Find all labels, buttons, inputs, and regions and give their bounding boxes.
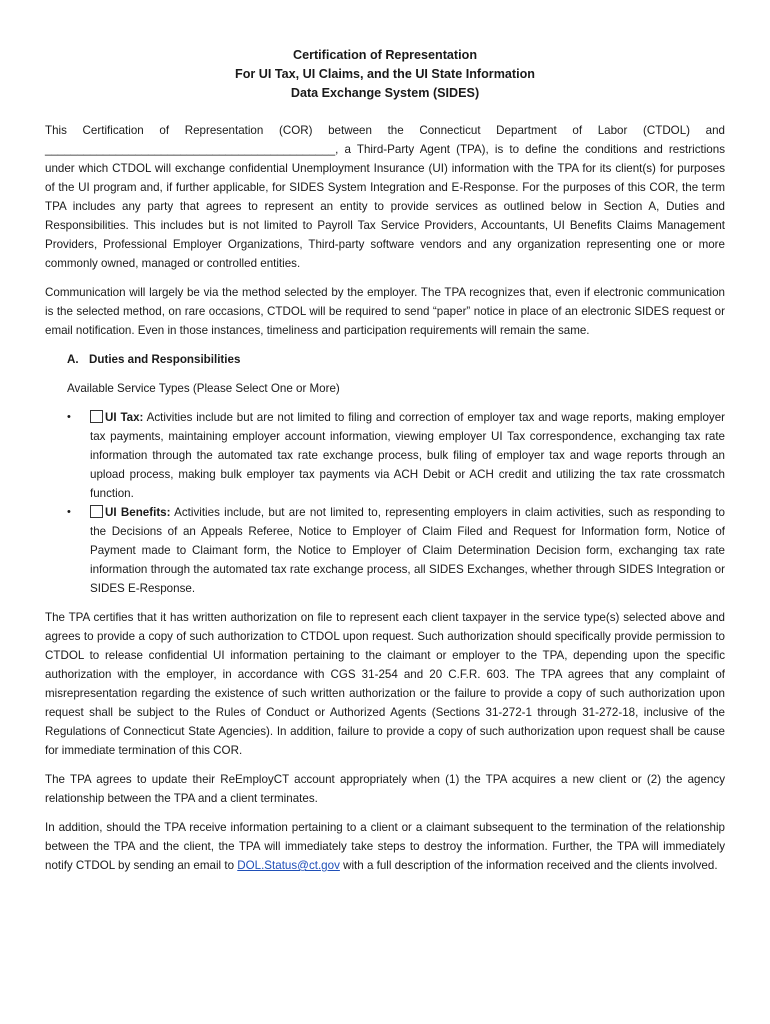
termination-text: In addition, should the TPA receive information pertaining to a client or a claimant subsequent to the termination of the relationship between the TPA and the client, the TPA will immediately take steps to destroy the information. Further, the TPA will immediately notify CTDOL by sending an email to xyxy=(45,821,725,872)
intro-text-rest: , a Third-Party Agent (TPA), is to define the conditions and restrictions under which CTDOL will exchange confidential Unemployment Insurance (UI) information with the TPA for its client(s) for purposes of the UI program and, if further applicable, for SIDES System Integration and E-Response. For the purposes of this COR, the term TPA includes any party that agrees to represent an entity to provide services as outlined below in Section A, Duties and Responsibilities. This includes but is not limited to Payroll Tax Service Providers, Accountants, UI Benefits Claims Management Providers, Professional Employer Organizations, Third-party software vendors and any organization representing one or more commonly owned, managed or controlled entities. xyxy=(45,143,725,270)
termination-paragraph xyxy=(45,818,725,875)
ui-tax-label: UI Tax: xyxy=(105,411,144,424)
service-list xyxy=(45,408,725,598)
service-item-ui-benefits xyxy=(45,503,725,598)
ui-tax-checkbox[interactable] xyxy=(90,410,103,423)
intro-paragraph xyxy=(45,121,725,273)
title-line-1: Certification of Representation xyxy=(292,48,478,62)
document-title xyxy=(45,46,725,103)
ui-tax-description: Activities include but are not limited to filing and correction of employer tax and wage reports, making employer tax payments, maintaining employer account information, viewing employer UI Tax correspondence, exchanging tax rate information through the automated tax rate exchange process, bulk filing of employer tax and wage reports through an upload process, making bulk employer tax payments via ACH Debit or ACH credit and utilizing the tax rate crossmatch function. xyxy=(90,411,725,500)
service-types-intro: Available Service Types (Please Select One or More) xyxy=(67,382,340,395)
section-a-heading xyxy=(67,350,725,369)
title-line-2: For UI Tax, UI Claims, and the UI State Information xyxy=(235,67,535,81)
termination-text-end: with a full description of the information received and the clients involved. xyxy=(339,859,718,872)
bullet-icon: • xyxy=(67,506,71,518)
bullet-icon: • xyxy=(67,411,71,423)
ui-benefits-description: Activities include, but are not limited to, representing employers in claim activities, such as responding to the Decisions of an Appeals Referee, Notice to Employer of Claim Filed and Request for Information form, Notice of Payment made to Claimant form, the Notice to Employer of Claim Determination Decision form, exchanging tax rate information through the automated tax rate exchange process, all SIDES Exchanges, whether through SIDES Integration or SIDES E-Response. xyxy=(90,506,725,595)
intro-text-start: This Certification of Representation (COR) between the Connecticut Department of Labor (CTDOL) and xyxy=(45,124,725,137)
title-line-3: Data Exchange System (SIDES) xyxy=(290,86,480,100)
email-link[interactable]: DOL.Status@ct.gov xyxy=(237,859,340,872)
update-paragraph: The TPA agrees to update their ReEmployCT account appropriately when (1) the TPA acquires a new client or (2) the agency relationship between the TPA and a client terminates. xyxy=(45,773,725,805)
communication-paragraph: Communication will largely be via the method selected by the employer. The TPA recognizes that, even if electronic communication is the selected method, on rare occasions, CTDOL will be required to send “paper” notice in place of an electronic SIDES request or email notification. Even in those instances, timeliness and participation requirements will remain the same. xyxy=(45,286,725,337)
tpa-name-blank[interactable]: _____________________________________________ xyxy=(45,143,336,156)
certification-paragraph: The TPA certifies that it has written authorization on file to represent each client taxpayer in the service type(s) selected above and agrees to provide a copy of such authorization to CTDOL upon request. Such authorization should specifically provide permission to CTDOL to release confidential UI information pertaining to the claimant or employer to the TPA, depending upon the specific authorization with the employer, in accordance with CGS 31-254 and 20 C.F.R. 603. The TPA agrees that any complaint of misrepresentation regarding the existence of such written authorization or the failure to provide a copy of such authorization upon request shall be subject to the Rules of Conduct or Authorized Agents (Sections 31-272-1 through 31-272-18, inclusive of the Regulations of Connecticut State Agencies). In addition, failure to provide a copy of such authorization upon request shall be cause for immediate termination of this COR. xyxy=(45,611,725,757)
ui-benefits-checkbox[interactable] xyxy=(90,505,103,518)
ui-benefits-label: UI Benefits: xyxy=(105,506,171,519)
section-letter: A. xyxy=(67,353,79,366)
service-item-ui-tax xyxy=(45,408,725,503)
section-title: Duties and Responsibilities xyxy=(89,353,241,366)
